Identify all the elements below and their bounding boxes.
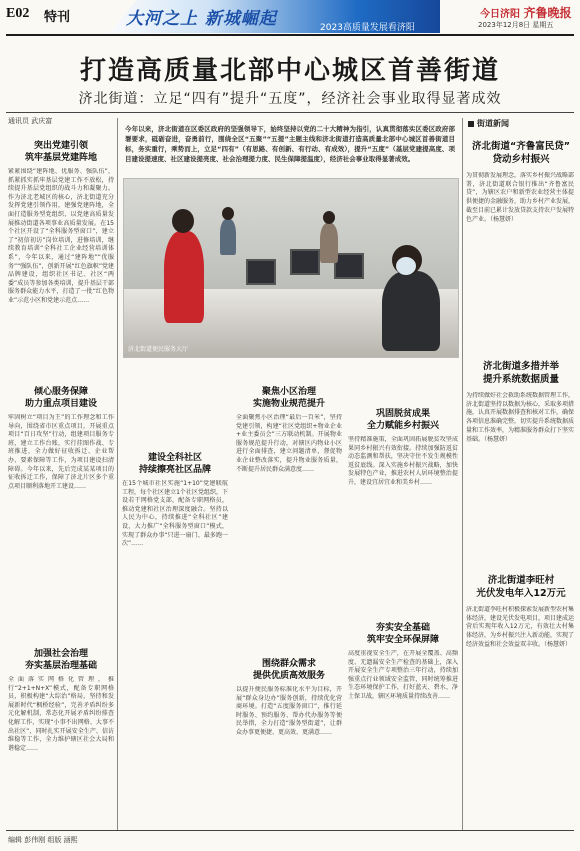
section-title: 聚焦小区治理 实施物业规范提升 xyxy=(252,387,325,409)
section-title: 突出党建引领 筑牢基层党建阵地 xyxy=(24,141,97,163)
section-body: 全面落实网格化管理，推行“2+1+N+X”模式，配备专职网格员，积极构建“大综治”格局，坚持和发展新时代“枫桥经验”，完善矛盾纠纷多元化解机制，常态化开展矛盾纠纷排查化解工作，实现“小事不出网格、大事不出社区”，同时扎实开展安全生产、信访维稳等工作，全力维护辖区社会大局和谐稳定…… xyxy=(8,676,114,752)
photo-person-head xyxy=(222,207,234,220)
page-number: E02 xyxy=(6,6,30,21)
photo-face-mask xyxy=(396,257,416,275)
photo-person xyxy=(382,271,440,351)
photo-monitor xyxy=(334,253,364,279)
section-body: 全面聚焦小区治理“最后一百米”，坚持党建引领，构建“社区党组织+物业企业+业主委员会”三方联动机制。开展物业服务规范提升行动，对辖区内物业小区进行全面排查，建立问题清单，督促物业企业整改落实，提升物业服务质量，不断提升居民群众满意度…… xyxy=(236,414,342,473)
page-title: 打造高质量北部中心城区首善街道 xyxy=(79,56,500,86)
photo-caption: 济北街道便民服务大厅 xyxy=(128,346,189,353)
photo-person-head xyxy=(323,211,335,224)
section-body: 高度重视安全生产，在开展全覆盖、高频度、无遗漏安全生产检查的基础上，深入开展安全生产专项整治三年行动，持续加强重点行业领域安全监管，同时统筹推进生态环境保护工作，打好蓝天、碧水、净土保卫战，辖区环境质量持续改善…… xyxy=(348,650,458,700)
slogan-subtitle: 2023高质量发展看济阳 xyxy=(320,23,415,33)
sidebar-item-body: 济北街道李旺村积极探索发展新型农村集体经济，建设光伏发电项目，项目建成运营后实现年收入12万元，有效壮大村集体经济，为乡村振兴注入新动能，实现了经济效益和社会效益双丰收。（杨慧妍） xyxy=(466,606,574,648)
page-subtitle: 济北街道：立足“四有”提升“五度”，经济社会事业取得显著成效 xyxy=(78,91,502,107)
footer-rule xyxy=(6,830,574,831)
sidebar-item-title: 济北街道李旺村 光伏发电年入12万元 xyxy=(476,575,566,599)
brand-logo xyxy=(480,4,572,21)
section-title: 围绕群众需求 提供优质高效服务 xyxy=(252,659,325,681)
section-body: 牢固树立“项目为王”的工作理念和工作导向，围绕省市区重点项目，开展重点项目“百日攻坚”行动，组建项目服务专班，建立工作台账，实行挂图作战、专班推进，全力做好征收拆迁、企业帮办、要素保障等工作，为项目建设扫清障碍。今年以来，先后完成某某项目的征收拆迁工作，保障了济北片区多个重点项目顺利落地开工建设…… xyxy=(8,414,114,490)
section-title: 夯实安全基础 筑牢安全环保屏障 xyxy=(366,623,439,645)
section-title: 建设全科社区 持续擦亮社区品牌 xyxy=(138,453,211,475)
column-divider xyxy=(117,118,118,830)
photo-person xyxy=(164,231,204,323)
sidebar-item-title: 济北街道“齐鲁富民贷” 贷动乡村振兴 xyxy=(472,141,570,165)
section-title: 倾心服务保障 助力重点项目建设 xyxy=(24,387,97,409)
photo-monitor xyxy=(290,249,320,275)
photo-monitor xyxy=(246,259,276,285)
page-section: 特刊 xyxy=(44,10,71,25)
editor-credits: 编辑 彭伟刚 组版 涵熙 xyxy=(8,836,78,844)
headline-rule xyxy=(6,112,574,113)
section-body: 在15个城市社区实施“1+10”党建联航工程，每个社区建立1个社区党组织，下设若干网格党支部，配备专职网格员，推动党建和社区治理深度融合。坚持以人民为中心，持续推进“全科社区”建设，大力推广“全科服务型窗口”模式，实现了群众办事“只进一扇门、最多跑一次”…… xyxy=(122,480,228,548)
brand-prefix: 今日济阳 xyxy=(480,9,520,20)
issue-date: 2023年12月8日 星期五 xyxy=(478,21,554,29)
news-photo xyxy=(123,178,459,358)
sidebar-item-body: 为贯彻新发展理念，落实乡村振兴战略部署，济北街道联合银行推出“齐鲁富民贷”，为辖区农户和新型农业经营主体提供便捷的金融服务，助力乡村产业发展，截至目前已累计发放贷款支持农户发展特色产业。（杨慧妍） xyxy=(466,172,574,223)
byline: 通讯员 武庆富 xyxy=(8,117,53,125)
lead-paragraph: 今年以来，济北街道在区委区政府的坚强领导下，始终坚持以党的二十大精神为指引，认真贯彻落实区委区政府部署要求，砥砺奋进，奋勇前行，围绕全区“五聚”“五提”主题主线和济北街道打造高质量北部中心城区首善街道目标，务实重行，乘势而上，立足“四有”（有思路、有创新、有行动、有成效），提升“五度”（基层党建提高度、项目建设提速度、社区建设提亮度、社会治理提力度、民生保障提温度），经济社会事业取得显著成效。 xyxy=(125,125,455,163)
section-title: 加强社会治理 夯实基层治理基础 xyxy=(24,649,97,671)
photo-person-head xyxy=(172,209,194,233)
top-rule xyxy=(6,34,574,36)
section-body: 坚持精准施策，全面巩固拓展脱贫攻坚成果同乡村振兴有效衔接。持续加强防返贫动态监测和帮扶，坚决守住不发生规模性返贫底线。深入实施乡村振兴战略，加快发展特色产业，推进农村人居环境整治提升，建设宜居宜业和美乡村…… xyxy=(348,436,458,486)
sidebar-item-body: 为持续做好社会救助系统数据管理工作，济北街道坚持以数据为核心，采取多项措施，认真开展数据排查和核对工作，确保各项信息准确完整，切实提升系统数据质量和工作效率，为精准服务群众打下坚实基础。（杨慧妍） xyxy=(466,392,574,443)
page-banner xyxy=(0,0,580,36)
brand-name: 齐鲁晚报 xyxy=(523,6,572,20)
photo-person xyxy=(320,223,338,263)
slogan: 大河之上 新城崛起 xyxy=(126,9,277,29)
column-divider xyxy=(462,118,463,830)
photo-person xyxy=(220,219,236,255)
sidebar-tag: 街道新闻 xyxy=(468,118,509,129)
section-title: 巩固脱贫成果 全力赋能乡村振兴 xyxy=(366,409,439,431)
section-body: 以提升便民服务标准化水平为目标，开展“群众身边办”服务创新，持续优化营商环境。打造“五度服务窗口”，推行延时服务、预约服务、帮办代办服务等便民举措，全力打造“服务型街道”，让群众办事更便捷、更高效、更满意…… xyxy=(236,686,342,736)
section-body: 紧紧围绕“建阵地、优服务、强队伍”，抓紧抓实抓牢基层党建工作不放松，持续提升基层党组织的战斗力和凝聚力。作为济北老城区的核心，济北街道充分发挥党建引领作用，建强党建阵地，全面打造服务型党组织，以党建高质量发展推动街道各项事业高质量发展。在15个社区开设了“全科服务型窗口”，建立了“初信初访”岗位培训，进修培训，继续教育培训“全科社工企业经营培训体系”，今年以来，通过“建阵地”“优服务”“强队伍”，创新开展“红色旗帜”党建品牌建设，组织社区书记、社区“两委”成员等参加各类培训，提升基层干部服务群众能力水平，打造了一批“红色物业”示范小区和党建示范点…… xyxy=(8,168,114,304)
sidebar-item-title: 济北街道多措并举 提升系统数据质量 xyxy=(482,361,559,385)
